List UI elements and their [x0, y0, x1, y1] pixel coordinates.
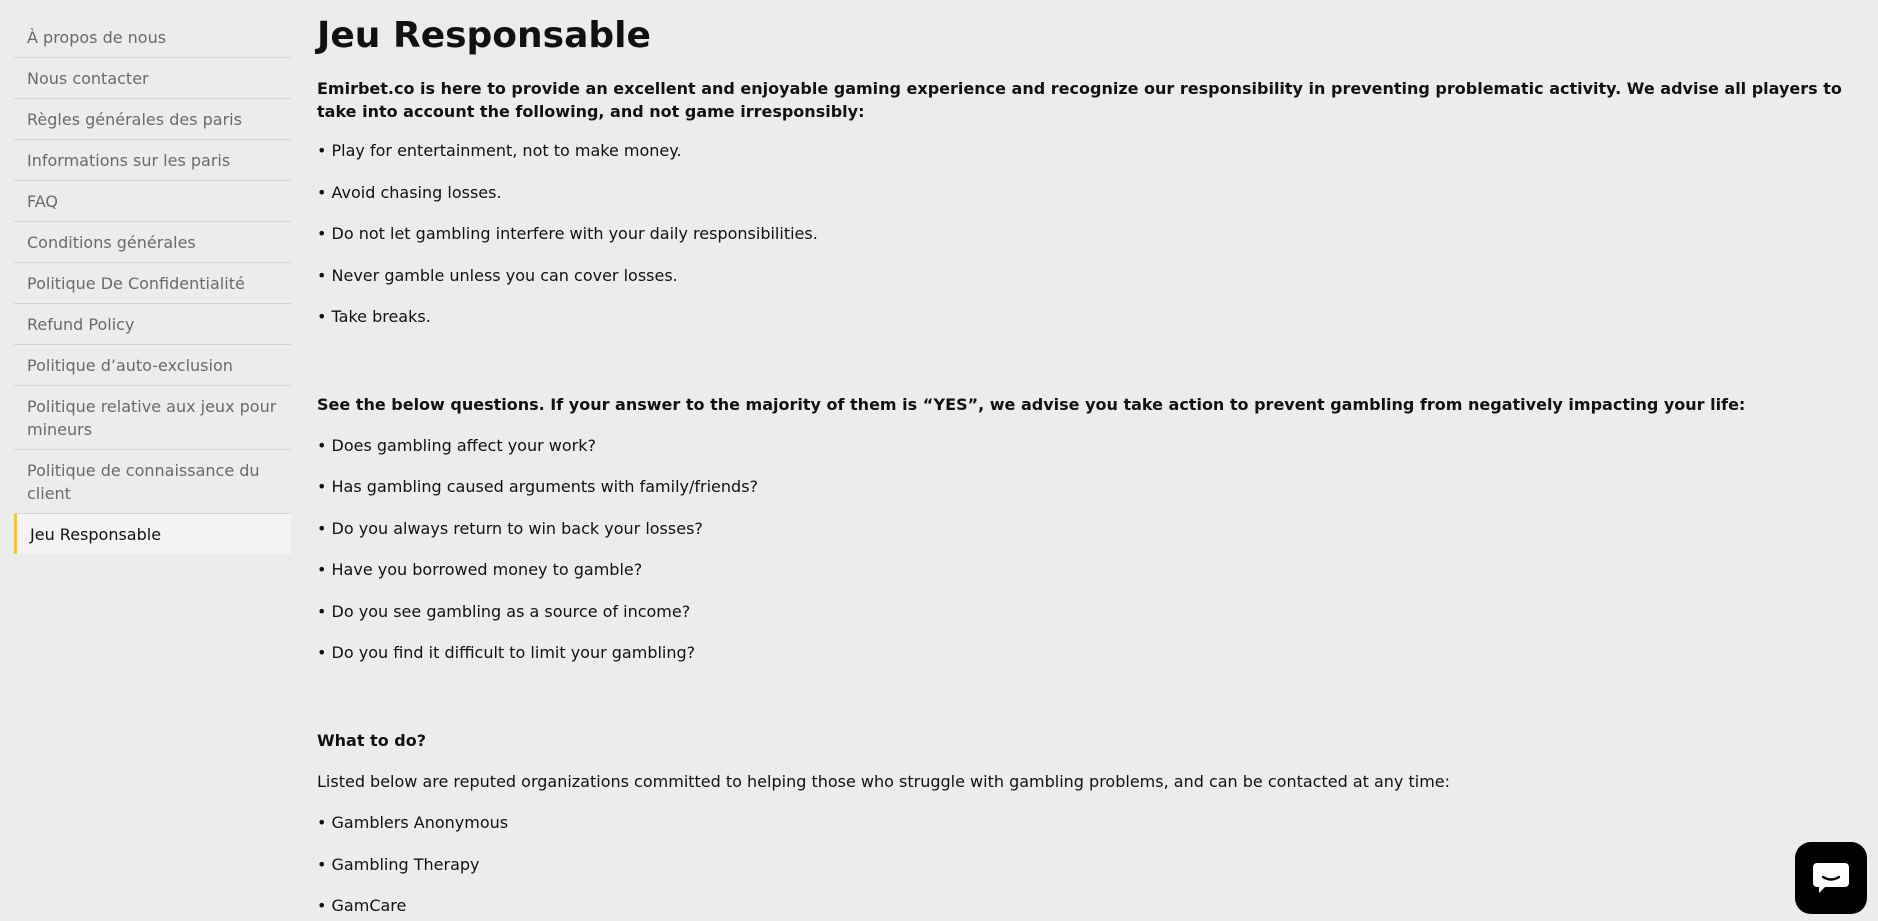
list-item: • Do not let gambling interfere with your daily responsibilities. [317, 224, 818, 243]
sidebar-item-faq[interactable]: FAQ [14, 181, 291, 222]
list-item: • Does gambling affect your work? [317, 435, 596, 455]
sidebar-item-responsible-gaming[interactable]: Jeu Responsable [14, 514, 291, 554]
intro-text: Emirbet.co is here to provide an excellent and enjoyable gaming experience and recognize our responsibility in preventing problematic activity. We advise all players to take into account the following, and not game irresponsibly: [317, 79, 1842, 121]
section-spacer [317, 683, 1857, 729]
list-item: • Play for entertainment, not to make money. [317, 141, 682, 160]
tips-list [317, 139, 1857, 328]
questions-heading: See the below questions. If your answer to the majority of them is “YES”, we advise you take action to prevent gambling from negatively impacting your life: [317, 394, 1746, 414]
list-item: • Has gambling caused arguments with family/friends? [317, 477, 759, 496]
list-item: • GamCare [317, 896, 407, 915]
list-item: • Have you borrowed money to gamble? [317, 560, 643, 579]
sidebar-item-underage[interactable]: Politique relative aux jeux pour mineurs [14, 386, 291, 450]
sidebar-item-about[interactable]: À propos de nous [14, 17, 291, 58]
list-item: • Avoid chasing losses. [317, 182, 502, 202]
sidebar-item-privacy[interactable]: Politique De Confidentialité [14, 263, 291, 304]
list-item: • Take breaks. [317, 307, 431, 326]
list-item: • Do you see gambling as a source of income? [317, 601, 691, 621]
what-to-do-heading: What to do? [317, 730, 426, 750]
list-item: • Gambling Therapy [317, 854, 480, 874]
chat-bubble-icon [1811, 861, 1851, 895]
organizations-list [317, 811, 1857, 917]
sidebar-item-betting-info[interactable]: Informations sur les paris [14, 140, 291, 181]
sidebar-item-general-betting-rules[interactable]: Règles générales des paris [14, 99, 291, 140]
page-title: Jeu Responsable [317, 15, 651, 56]
sidebar-item-self-exclusion[interactable]: Politique d’auto-exclusion [14, 345, 291, 386]
questions-list [317, 434, 1857, 665]
section-spacer [317, 347, 1857, 393]
chat-button[interactable] [1795, 842, 1867, 914]
list-item: • Never gamble unless you can cover losses. [317, 265, 678, 285]
organizations-intro: Listed below are reputed organizations committed to helping those who struggle with gambling problems, and can be contacted at any time: [317, 771, 1451, 791]
main-content [317, 12, 1857, 921]
sidebar-item-contact[interactable]: Nous contacter [14, 58, 291, 99]
list-item: • Do you find it difficult to limit your gambling? [317, 643, 696, 662]
sidebar-nav [14, 17, 291, 554]
sidebar-item-terms[interactable]: Conditions générales [14, 222, 291, 263]
list-item: • Do you always return to win back your losses? [317, 518, 703, 538]
sidebar-item-kyc[interactable]: Politique de connaissance du client [14, 450, 291, 514]
list-item: • Gamblers Anonymous [317, 813, 509, 832]
sidebar-item-refund[interactable]: Refund Policy [14, 304, 291, 345]
